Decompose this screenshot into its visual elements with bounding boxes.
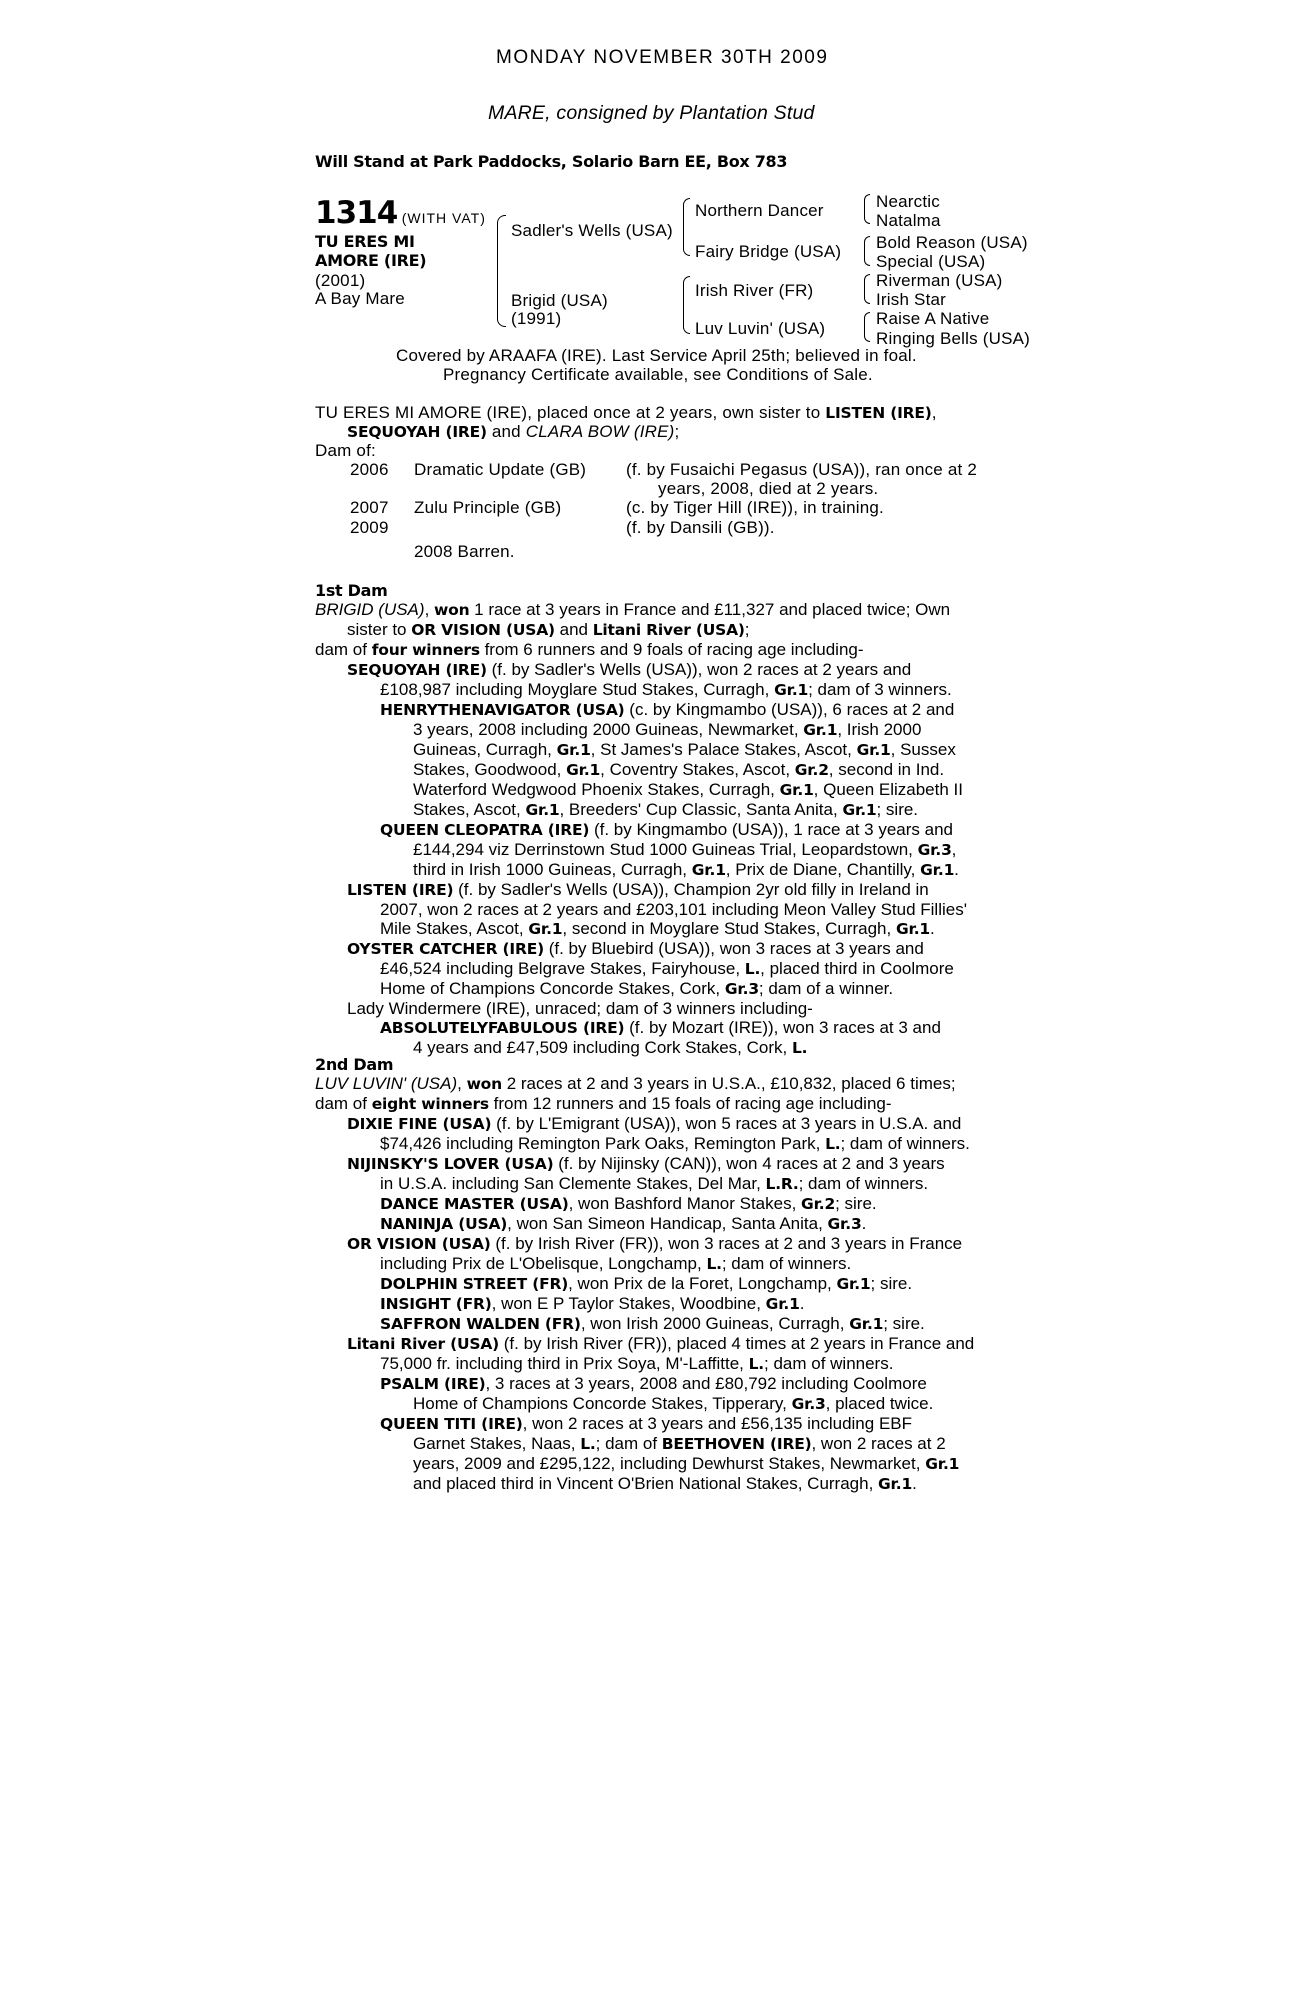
first-dam-text: BRIGID (USA), won 1 race at 3 years in France and £11,327 and placed twice; Own sister to OR VISION (USA) and Litani River (USA); dam of four winners from 6 runners and 9 foals of racing age including- SEQUOYAH (IRE) (f. by Sadler's Wells (USA)), won 2 races at 2 years and £108,987 including Moyglare Stud Stakes, Curragh, Gr.1; dam of 3 winners. HENRYTHENAVIGATOR (USA) (c. by Kingmambo (USA)), 6 races at 2 and 3 years, 2008 including 2000 Guineas, Newmarket, Gr.1, Irish 2000 Guineas, Curragh, Gr.1, St James's Palace Stakes, Ascot, Gr.1, Sussex Stakes, Goodwood, Gr.1, Coventry Stakes, Ascot, Gr.2, second in Ind. Waterford Wedgwood Phoenix Stakes, Curragh, Gr.1, Queen Elizabeth II Stakes, Ascot, Gr.1, Breeders' Cup Classic, Santa Anita, Gr.1; sire. QUEEN CLEOPATRA (IRE) (f. by Kingmambo (USA)), 1 race at 3 years and £144,294 viz Derrinstown Stud 1000 Guineas Trial, Leopardstown, Gr.3, third in Irish 1000 Guineas, Curragh, Gr.1, Prix de Diane, Chantilly, Gr.1. LISTEN (IRE) (f. by Sadler's Wells (USA)), Champion 2yr old filly in Ireland in 2007, won 2 races at 2 years and £203,101 including Meon Valley Stud Fillies' Mile Stakes, Ascot, Gr.1, second in Moyglare Stud Stakes, Curragh, Gr.1. OYSTER CATCHER (IRE) (f. by Bluebird (USA)), won 3 races at 3 years and £46,524 including Belgrave Stakes, Fairyhouse, L., placed third in Coolmore Home of Champions Concorde Stakes, Cork, Gr.3; dam of a winner. Lady Windermere (IRE), unraced; dam of 3 winners including- ABSOLUTELYFABULOUS (IRE) (f. by Mozart (IRE)), won 3 races at 3 and 4 years and £47,509 including Cork Stakes, Cork, L.: [315, 600, 967, 1057]
pedigree-g6: Irish Star: [876, 290, 947, 309]
sibling-clara-bow: CLARA BOW (IRE): [525, 422, 675, 441]
stand-location: Will Stand at Park Paddocks, Solario Barn EE, Box 783: [315, 152, 788, 171]
pedigree-brace-main: [497, 215, 506, 327]
horse-description: A Bay Mare: [315, 289, 405, 308]
pedigree-brace-g2: [864, 236, 870, 266]
second-dam-heading: 2nd Dam: [315, 1055, 394, 1074]
pedigree-brace-dam: [683, 276, 690, 334]
lot-number-line: [315, 195, 486, 231]
produce-name-2: Zulu Principle (GB): [414, 498, 562, 517]
dam-of-label: Dam of:: [315, 441, 376, 460]
pedigree-g1: Nearctic: [876, 192, 940, 211]
sibling-sequoyah: SEQUOYAH (IRE): [347, 423, 487, 441]
covered-line-1: Covered by ARAAFA (IRE). Last Service April 25th; believed in foal.: [396, 346, 917, 365]
pedigree-sire: Sadler's Wells (USA): [511, 221, 673, 240]
pedigree-brace-g3: [864, 274, 870, 304]
horse-name-1: TU ERES MI: [315, 232, 415, 251]
sale-date: MONDAY NOVEMBER 30TH 2009: [496, 47, 829, 68]
produce-year-1: 2006: [350, 460, 389, 479]
pedigree-dam-year: (1991): [511, 309, 562, 328]
lot-subtitle: MARE, consigned by Plantation Stud: [488, 102, 815, 124]
pedigree-brace-g4: [864, 312, 870, 342]
produce-year-3: 2009: [350, 518, 389, 537]
pedigree-g5: Riverman (USA): [876, 271, 1003, 290]
intro-line-2: [347, 422, 679, 442]
pedigree-dam: Brigid (USA): [511, 291, 608, 310]
produce-detail-3: (f. by Dansili (GB)).: [626, 518, 775, 537]
intro-line-1: [315, 403, 937, 423]
pedigree-g3: Bold Reason (USA): [876, 233, 1028, 252]
intro-and: and: [486, 422, 526, 441]
intro-text: TU ERES MI AMORE (IRE), placed once at 2 years, own sister to: [315, 403, 826, 422]
second-dam-text: LUV LUVIN' (USA), won 2 races at 2 and 3 years in U.S.A., £10,832, placed 6 times; dam of eight winners from 12 runners and 15 foals of racing age including- DIXIE FINE (USA) (f. by L'Emigrant (USA)), won 5 races at 3 years in U.S.A. and $74,426 including Remington Park Oaks, Remington Park, L.; dam of winners. NIJINSKY'S LOVER (USA) (f. by Nijinsky (CAN)), won 4 races at 2 and 3 years in U.S.A. including San Clemente Stakes, Del Mar, L.R.; dam of winners. DANCE MASTER (USA), won Bashford Manor Stakes, Gr.2; sire. NANINJA (USA), won San Simeon Handicap, Santa Anita, Gr.3. OR VISION (USA) (f. by Irish River (FR)), won 3 races at 2 and 3 years in France including Prix de L'Obelisque, Longchamp, L.; dam of winners. DOLPHIN STREET (FR), won Prix de la Foret, Longchamp, Gr.1; sire. INSIGHT (FR), won E P Taylor Stakes, Woodbine, Gr.1. SAFFRON WALDEN (FR), won Irish 2000 Guineas, Curragh, Gr.1; sire. Litani River (USA) (f. by Irish River (FR)), placed 4 times at 2 years in France and 75,000 fr. including third in Prix Soya, M'-Laffitte, L.; dam of winners. PSALM (IRE), 3 races at 3 years, 2008 and £80,792 including Coolmore Home of Champions Concorde Stakes, Tipperary, Gr.3, placed twice. QUEEN TITI (IRE), won 2 races at 3 years and £56,135 including EBF Garnet Stakes, Naas, L.; dam of BEETHOVEN (IRE), won 2 races at 2 years, 2009 and £295,122, including Dewhurst Stakes, Newmarket, Gr.1 and placed third in Vincent O'Brien National Stakes, Curragh, Gr.1.: [315, 1074, 975, 1493]
pedigree-brace-sire: [683, 198, 690, 256]
barren-note: 2008 Barren.: [414, 542, 515, 561]
horse-name-2: AMORE (IRE): [315, 251, 427, 270]
first-dam-heading: 1st Dam: [315, 581, 388, 600]
produce-detail-1b: years, 2008, died at 2 years.: [658, 479, 879, 498]
produce-year-2: 2007: [350, 498, 389, 517]
pedigree-dam-sire: Irish River (FR): [695, 281, 814, 300]
produce-detail-1: (f. by Fusaichi Pegasus (USA)), ran once at 2: [626, 460, 978, 479]
lot-number: 1314: [315, 195, 398, 231]
produce-detail-2: (c. by Tiger Hill (IRE)), in training.: [626, 498, 884, 517]
intro-comma: ,: [931, 403, 937, 422]
pedigree-sire-dam: Fairy Bridge (USA): [695, 242, 842, 261]
pedigree-g7: Raise A Native: [876, 309, 990, 328]
intro-semicolon: ;: [674, 422, 680, 441]
pedigree-dam-dam: Luv Luvin' (USA): [695, 319, 826, 338]
pedigree-g4: Special (USA): [876, 252, 986, 271]
produce-name-1: Dramatic Update (GB): [414, 460, 587, 479]
pedigree-sire-sire: Northern Dancer: [695, 201, 824, 220]
covered-line-2: Pregnancy Certificate available, see Conditions of Sale.: [443, 365, 873, 384]
vat-note: (WITH VAT): [401, 210, 486, 226]
pedigree-g8: Ringing Bells (USA): [876, 329, 1031, 348]
pedigree-g2: Natalma: [876, 211, 941, 230]
horse-year: (2001): [315, 271, 366, 290]
sibling-listen: LISTEN (IRE): [825, 404, 932, 422]
pedigree-brace-g1: [864, 194, 870, 224]
